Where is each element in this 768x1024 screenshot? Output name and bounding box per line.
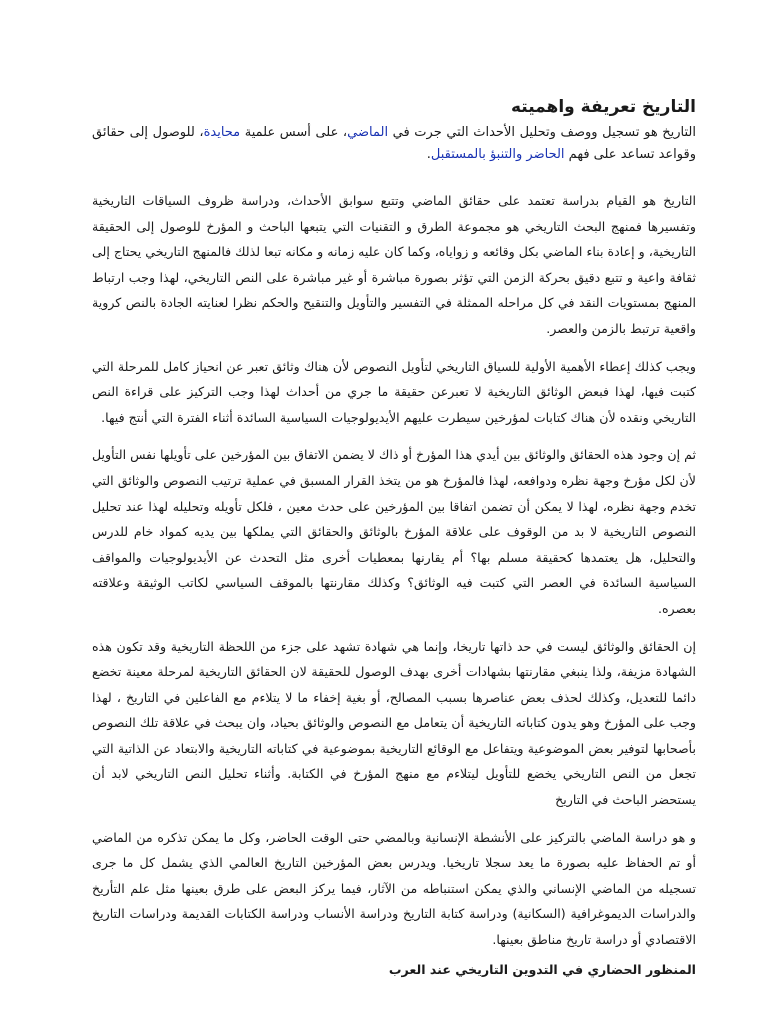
intro-highlight-present-future: الحاضر والتنبؤ بالمستقبل [430, 147, 565, 162]
paragraph-historical-context: ويجب كذلك إعطاء الأهمية الأولية للسياق التاريخي لتأويل النصوص لأن هناك وثائق تعبر عن انحياز كامل للمرحلة التي كتبت فيها، لهذا فبعض الوثائق التاريخية لا تعبرعن حقيقة ما جري من أحداث لهذا وجب التركيز على قراءة النص التاريخي ونقده لأن هناك كتابات لمؤرخين سيطرت عليهم الأيديولوجيات السياسية السائدة أثناء الفترة التي أنتج فيها. [92, 358, 696, 425]
intro-text-1: التاريخ هو تسجيل ووصف وتحليل الأحداث التي جرت في [388, 125, 697, 140]
intro-text-2: ، على أسس علمية [240, 125, 348, 140]
intro-highlight-past: الماضي [347, 125, 389, 140]
document-title: التاريخ تعريفة واهميته [510, 97, 696, 117]
intro-text-4: . [426, 147, 431, 162]
paragraph-interpretation: ثم إن وجود هذه الحقائق والوثائق بين أيدي هذا المؤرخ أو ذاك لا يضمن الاتفاق بين المؤرخين على تأويلها نفس التأويل لأن لكل مؤرخ وجهة نظره ودوافعه، لهذا فالمؤرخ هو من يتخذ القرار المسبق في عملية ترتيب النصوص والوثائق التي تخدم وجهة نظره، لهذا لا يمكن أن تضمن اتفاقا بين المؤرخين على حدث معين ، فلكل تأويله وتحليله لهذا عند تحليل النصوص التاريخية لا بد من الوقوف على علاقة المؤرخ بالوثائق والحقائق التي يملكها بين يديه كمواد خام للدرس والتحليل، هل يعتمدها كحقيقة مسلم بها؟ أم يقارنها بمعطيات أخرى مثل التحدث عن الأيديولوجيات والمواقف السياسية السائدة في العصر التي كتبت فيه الوثائق؟ وكذلك مقارنتها بالموقف السياسي لكاتب الوثيقة وعلاقته بعصره. [92, 447, 696, 616]
closing-heading: المنظور الحضاري في التدوين التاريخي عند العرب [388, 961, 696, 977]
intro-highlight-neutral: محايدة [203, 125, 241, 140]
section-spacer [92, 166, 696, 188]
intro-text-3: ، للوصول إلى حقائق وقواعد تساعد على فهم [92, 125, 696, 162]
paragraph-testimony: إن الحقائق والوثائق ليست في حد ذاتها تاريخا، وإنما هي شهادة تشهد على جزء من اللحظة التاريخية وقد تكون هذه الشهادة مزيفة، ولذا ينبغي مقارنتها بشهادات أخرى بهدف الوصول للحقيقة لان الحقائق التاريخية لمرحلة معينة تخضع دائما للتعديل، وكذلك لحذف بعض عناصرها بسبب المصالح، أو بغية إخفاء ما لا يتلاءم مع الفاعلين في التاريخ ، لهذا وجب على المؤرخ وهو يدون كتاباته التاريخية أن يتعامل مع النصوص والوثائق بحياد، وان يبحث في علاقة تلك النصوص بأصحابها لتوفير بعض الموضوعية ويتفاعل مع الوقائع التاريخية بموضوعية في كتاباته التاريخية والابتعاد عن الذاتية التي تجعل من النص التاريخي يخضع للتأويل ليتلاءم مع منهج المؤرخ في الكتابة. وأثناء تحليل النص التاريخي لابد أن يستحضر الباحث في التاريخ [92, 638, 696, 808]
intro-paragraph [92, 122, 696, 166]
paragraph-definition: التاريخ هو القيام بدراسة تعتمد على حقائق الماضي وتتبع سوابق الأحداث، ودراسة ظروف السياقات التاريخية وتفسيرها فمنهج البحث التاريخي هو مجموعة الطرق و التقنيات التي يتبعها الباحث و المؤرخ للوصول إلى الحقيقة التاريخية، و إعادة بناء الماضي بكل وقائعه و زواياه، وكما كان عليه زمانه و مكانه تبعا لذلك فالمنهج التاريخي يحتاج إلى ثقافة واعية و تتبع دقيق بحركة الزمن التي تؤثر بصورة مباشرة أو غير مباشرة على النص التاريخي، لهذا وجب ارتباط المنهج بمستويات النقد في كل مراحله الممثلة في التفسير والتأويل والتنقيح والحكم نظرا لعنايته الجادة بالنص كروية واقعية ترتبط بالزمن والعصر. [92, 193, 696, 336]
document-page [92, 96, 696, 981]
paragraph-study-of-past: و هو دراسة الماضي بالتركيز على الأنشطة الإنسانية وبالمضي حتى الوقت الحاضر، وكل ما يمكن تذكره من الماضي أو تم الحفاظ عليه بصورة ما يعد سجلا تاريخيا. ويدرس بعض المؤرخين التاريخ العالمي الذي يشمل كل ما جرى تسجيله من الماضي الإنساني والذي يمكن استنباطه من الآثار، فيما يركز البعض على طرق بعينها مثل علم التأريخ والدراسات الديموغرافية (السكانية) ودراسة كتابة التاريخ ودراسة الأنساب ودراسة الكتابات القديمة ودراسات التاريخ الاقتصادي أو دراسة تاريخ مناطق بعينها. [92, 829, 696, 948]
